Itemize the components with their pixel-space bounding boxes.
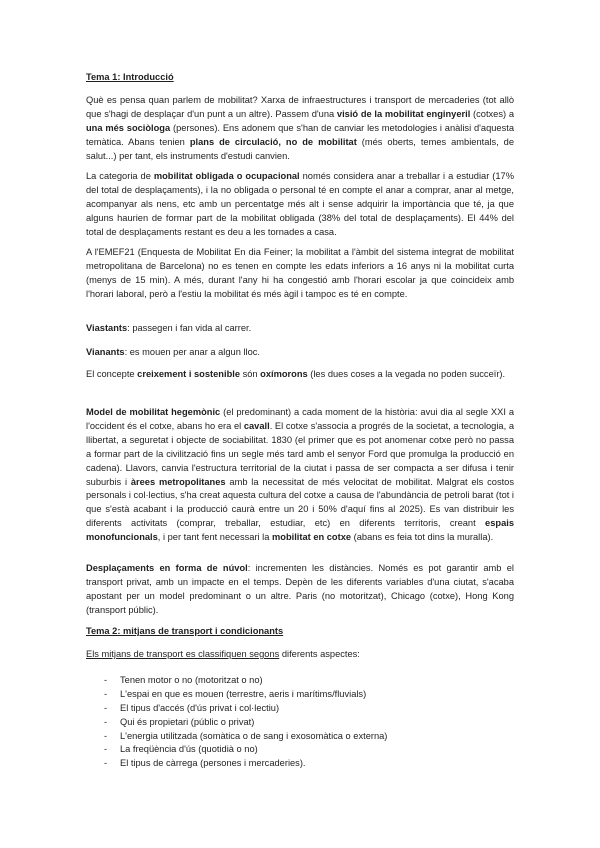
text-run: (cotxes) a xyxy=(470,108,514,119)
bold-term: Desplaçaments en forma de núvol xyxy=(86,563,248,573)
text-run: (abans es feia tot dins la muralla). xyxy=(351,532,494,543)
bold-term: Model de mobilitat hegemònic xyxy=(86,407,221,417)
text-run: : es mouen per anar a algun lloc. xyxy=(124,347,260,357)
text-run: (el predominant) a cada moment de la història: avui dia al segle XXI a l'occident és el cotxe, abans ho era el xyxy=(86,407,514,431)
list-item: - El tipus de càrrega (persones i mercaderies). xyxy=(86,757,514,771)
dash-bullet-icon: - xyxy=(104,702,108,713)
text-run: amb la necessitat de més velocitat de mobilitat. Malgrat els costos personals i col·lectius, s'ha creat aquesta cultura del cotxe a causa de l'abundància de petroli barat (tot i que s'està acabant i la producció caurà entre un 20 i 50% d'aquí fins al 2025). Es van distribuir les diferents activitats (comprar, treballar, estudiar, etc) en diferents territoris, creant xyxy=(86,476,514,529)
text-run: només considera anar a treballar i a estudiar (17% del total de desplaçaments), i la no obligada o personal té en compte el anar a comprar, anar al metge, acompanyar als nens, etc amb un percentatge més alt i sense adquirir la importància que té, ja que alguns haurien de formar part de la mobilitat obligada (38% del total de desplaçaments). El 44% del total de desplaçaments restant es deu a les tornades a casa. xyxy=(86,171,514,237)
paragraph-emef21 xyxy=(86,246,514,302)
text-run: (persones). Ens adonem que s'han de canviar les metodologies i anàlisi d'aquesta temàtica. Abans tenien xyxy=(86,122,514,147)
bold-term: plans de circulació, no de mobilitat xyxy=(189,136,357,147)
bold-term: Viastants xyxy=(86,323,128,333)
dash-bullet-icon: - xyxy=(104,688,108,699)
text-run: (més oberts, temes ambientals, de salut...) per tant, els instruments d'estudi canvien. xyxy=(86,136,514,161)
bold-term: creixement i sostenible xyxy=(137,369,240,379)
bold-term: visió de la mobilitat enginyeril xyxy=(336,108,471,119)
dash-bullet-icon: - xyxy=(104,758,108,769)
text-run: El concepte xyxy=(86,369,138,379)
text-run: . El cotxe s'associa a progrés de la societat, a tecnologia, a llibertat, a seguretat i objecte de sociabilitat. 1830 (el primer que es pot anomenar cotxe però no passa a formar part de la civilització fins un segle més tard amb el senyor Ford que promulga la producció en cadena). Llavors, canvia l'estructura territorial de la ciutat i passa de ser compacta a ser difusa i tenir suburbis i xyxy=(86,420,514,487)
text-run: , i per tant fent necessari la xyxy=(157,532,273,543)
list-item: - Tenen motor o no (motoritzat o no) xyxy=(86,674,514,688)
dash-bullet-icon: - xyxy=(104,716,108,727)
dash-bullet-icon: - xyxy=(104,675,108,685)
text-run: Què es pensa quan parlem de mobilitat? Xarxa de infraestructures i transport de mercaderies (tot allò que s'hagi de desplaçar d'un punt a un altre). Passem d'una xyxy=(86,95,514,119)
paragraph-creixement-sostenible xyxy=(86,368,514,382)
paragraph-mobilitat-obligada xyxy=(86,170,514,240)
section-heading-tema-2: Tema 2: mitjans de transport i condicionants xyxy=(86,626,284,636)
list-item: - El tipus d'accés (d'ús privat i col·lectiu) xyxy=(86,702,514,716)
paragraph-desplacaments-nuvol xyxy=(86,562,514,618)
bold-term: espais monofuncionals xyxy=(86,518,514,543)
paragraph-mobilitat-definicio xyxy=(86,94,514,164)
dash-bullet-icon: - xyxy=(104,744,108,755)
text-run: : passegen i fan vida al carrer. xyxy=(127,323,252,333)
text-run: : incrementen les distàncies. Només es pot garantir amb el transport privat, amb un impacte en el temps. Depèn de les diferents variables d'una ciutat, s'acaba apostant per un model predominant o un altre. Paris (no motoritzat), Chicago (cotxe), Hong Kong (transport públic). xyxy=(86,563,514,615)
text-run: són xyxy=(240,369,261,379)
transport-classification-list xyxy=(86,674,514,771)
bold-term: Vianants xyxy=(86,347,125,357)
text-run: La categoria de xyxy=(86,171,154,181)
list-item: - La freqüència d'ús (quotidià o no) xyxy=(86,743,514,757)
list-item: - L'energia utilitzada (somàtica o de sang i exosomàtica o externa) xyxy=(86,730,514,744)
section-heading-tema-1: Tema 1: Introducció xyxy=(86,72,174,82)
list-item: - Qui és propietari (públic o privat) xyxy=(86,716,514,730)
paragraph-model-hegemonic xyxy=(86,406,514,545)
list-item: - L'espai en que es mouen (terrestre, aeris i marítims/fluvials) xyxy=(86,688,514,702)
bold-term: àrees metropolitanes xyxy=(130,476,226,487)
bold-term: mobilitat obligada o ocupacional xyxy=(153,171,300,181)
paragraph-vianants xyxy=(86,346,514,360)
paragraph-viastants xyxy=(86,322,514,336)
text-run: A l'EMEF21 (Enquesta de Mobilitat En dia Feiner; la mobilitat a l'àmbit del sistema integrat de mobilitat metropolitana de Barcelona) no es tenen en compte les edats inferiors a 16 anys ni la mobilitat curta (menys de 15 min). A més, durant l'any hi ha congestió amb l'horari escolar ja que coincideix amb l'horari laboral, però a l'estiu la mobilitat és més àgil i tampoc es té en compte. xyxy=(86,247,514,299)
bold-term: una més sociòloga xyxy=(86,122,171,133)
bold-term: cavall xyxy=(243,420,270,431)
bold-term: oxímorons xyxy=(260,369,308,379)
bold-term: mobilitat en cotxe xyxy=(272,532,352,543)
dash-bullet-icon: - xyxy=(104,730,108,741)
classification-intro: Els mitjans de transport es classifiquen segons diferents aspectes: xyxy=(86,649,360,659)
text-run: (les dues coses a la vegada no poden succeïr). xyxy=(307,369,506,379)
